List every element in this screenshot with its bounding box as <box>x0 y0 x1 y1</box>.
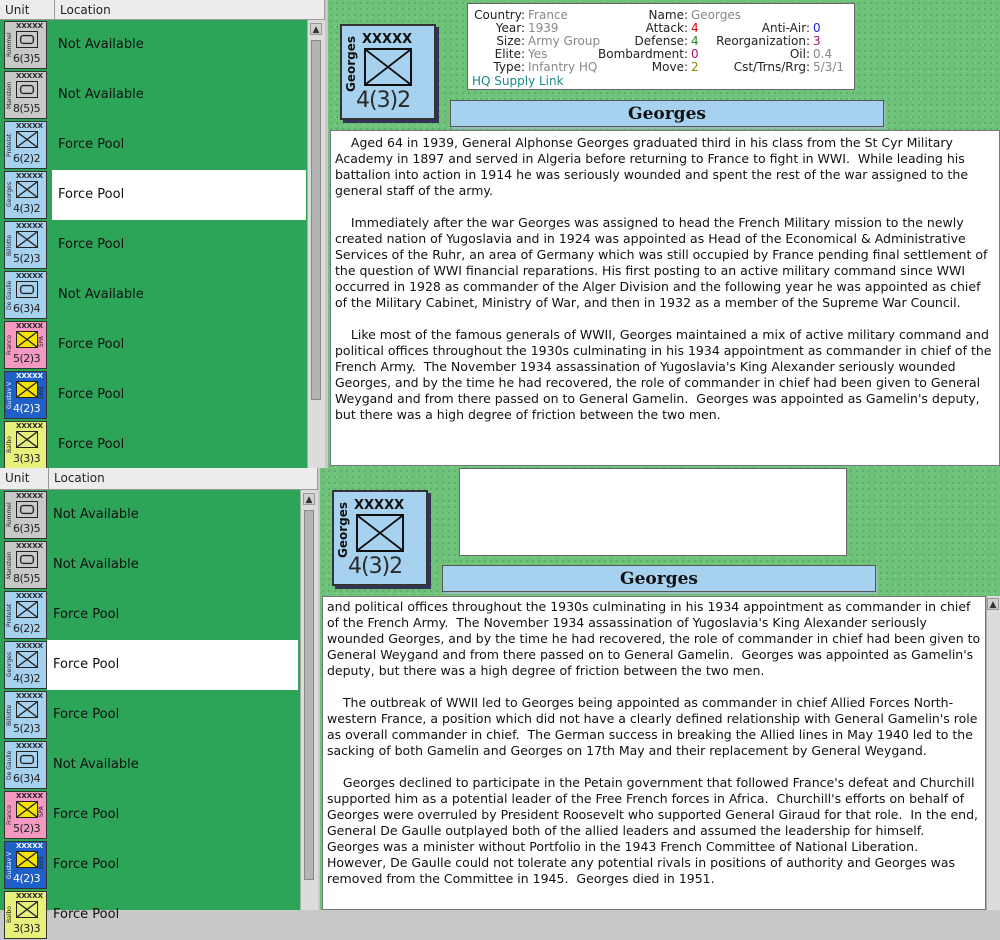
unit-counter-thumbnail <box>4 21 47 69</box>
counter-strength: 5(2)3 <box>13 822 41 835</box>
unit-list-row[interactable] <box>0 320 308 370</box>
scroll-up-arrow[interactable]: ▲ <box>303 493 315 505</box>
unit-list-row[interactable] <box>0 740 300 790</box>
unit-list-row[interactable] <box>0 590 300 640</box>
hq-empty-icon <box>16 501 38 518</box>
elite-value: Yes <box>528 47 548 61</box>
unit-counter-thumbnail <box>4 691 47 739</box>
size-value: Army Group <box>528 34 601 48</box>
unit-list-row[interactable] <box>0 70 308 120</box>
scroll-thumb[interactable] <box>311 40 321 400</box>
unit-counter-thumbnail <box>4 541 47 589</box>
counter-strength: 4(3)2 <box>13 672 41 685</box>
unit-location: Force Pool <box>53 807 120 822</box>
counter-name: Pretelat <box>6 133 13 157</box>
counter-name: Balbo <box>6 436 13 454</box>
unit-title: Georges <box>442 565 876 592</box>
counter-strength: 4(3)2 <box>13 202 41 215</box>
counter-size: XXXXX <box>16 842 43 850</box>
counter-size: XXXXX <box>16 172 43 180</box>
unit-counter <box>332 490 428 586</box>
location-column-header[interactable]: Location <box>49 468 318 489</box>
counter-size: XXXXX <box>16 72 43 80</box>
elite-label: Elite: <box>494 47 525 61</box>
unit-list-row[interactable] <box>0 540 300 590</box>
counter-size: XXXXX <box>16 372 43 380</box>
infantry-icon <box>16 231 38 248</box>
unit-location: Force Pool <box>53 607 120 622</box>
unit-counter-thumbnail <box>4 591 47 639</box>
infantry-icon <box>16 131 38 148</box>
bombardment-label: Bombardment: <box>598 47 688 61</box>
move-label: Move: <box>651 60 688 74</box>
unit-list-row[interactable] <box>0 840 300 890</box>
infantry-symbol-icon <box>356 514 404 552</box>
unit-counter-thumbnail <box>4 421 47 469</box>
counter-size: XXXXX <box>362 32 413 47</box>
counter-name: Pretelat <box>6 603 13 627</box>
unit-location: Not Available <box>58 87 144 102</box>
counter-size: XXXXX <box>16 792 43 800</box>
counter-name: Rommel <box>6 502 13 528</box>
cst-trns-rrg-label: Cst/Trns/Rrg: <box>733 60 810 74</box>
antiair-label: Anti-Air: <box>761 21 810 35</box>
counter-strength: 4(2)3 <box>13 872 41 885</box>
infantry-icon <box>16 431 38 448</box>
unit-list-body <box>0 490 300 935</box>
unit-location: Force Pool <box>58 137 125 152</box>
unit-info-box-empty <box>459 468 847 556</box>
counter-name: Franco <box>6 805 13 825</box>
counter-name: De Gaulle <box>6 280 13 310</box>
counter-size: XXXXX <box>16 422 43 430</box>
unit-counter-thumbnail <box>4 371 47 419</box>
biography-text-top[interactable] <box>330 130 1000 466</box>
counter-size: XXXXX <box>354 498 405 513</box>
counter-strength: 8(5)5 <box>13 572 41 585</box>
counter-strength: 6(2)2 <box>13 622 41 635</box>
counter-strength: 8(5)5 <box>13 102 41 115</box>
scroll-thumb[interactable] <box>304 510 314 880</box>
counter-size: XXXXX <box>16 642 43 650</box>
counter-name: Balbo <box>6 906 13 924</box>
oil-label: Oil: <box>789 47 810 61</box>
counter-nation-tag: SWE <box>38 856 45 870</box>
counter-size: XXXXX <box>16 542 43 550</box>
unit-location: Not Available <box>58 37 144 52</box>
oil-value: 0.4 <box>813 47 833 61</box>
unit-list-row[interactable] <box>0 120 308 170</box>
counter-nation-tag: SPA <box>38 806 45 818</box>
unit-location: Not Available <box>58 287 144 302</box>
unit-list-bottom <box>0 468 318 935</box>
counter-name: Manstein <box>6 81 13 109</box>
unit-list-top <box>0 0 325 468</box>
infantry-yellow-icon <box>16 801 38 818</box>
biography-scrollbar[interactable] <box>986 596 1000 910</box>
unit-location: Not Available <box>53 507 139 522</box>
counter-name: De Gaulle <box>6 750 13 780</box>
infantry-icon <box>16 181 38 198</box>
counter-strength: 5(2)3 <box>13 252 41 265</box>
counter-name: Billotte <box>6 704 13 726</box>
unit-title: Georges <box>450 100 884 127</box>
counter-size: XXXXX <box>16 742 43 750</box>
hq-empty-icon <box>16 751 38 768</box>
infantry-yellow-icon <box>16 381 38 398</box>
name-label: Name: <box>648 8 688 22</box>
counter-size: XXXXX <box>16 592 43 600</box>
counter-size: XXXXX <box>16 22 43 30</box>
unit-list-row[interactable] <box>0 20 308 70</box>
name-value: Georges <box>691 8 741 22</box>
bombardment-value: 0 <box>691 47 699 61</box>
unit-counter-thumbnail <box>4 791 47 839</box>
unit-detail-top <box>328 0 1000 468</box>
counter-name: Gustav V <box>6 851 13 879</box>
infantry-icon <box>16 701 38 718</box>
counter-name: Gustav V <box>6 381 13 409</box>
counter-size: XXXXX <box>16 892 43 900</box>
biography-text-bottom[interactable] <box>322 596 986 910</box>
unit-location: Force Pool <box>58 237 125 252</box>
counter-strength: 4(3)2 <box>348 554 403 579</box>
counter-name: Billotte <box>6 234 13 256</box>
hq-empty-icon <box>16 551 38 568</box>
location-column-header[interactable]: Location <box>55 0 325 19</box>
scroll-up-arrow[interactable]: ▲ <box>987 598 999 610</box>
attack-value: 4 <box>691 21 699 35</box>
counter-name: Franco <box>6 335 13 355</box>
unit-list-body <box>0 20 308 468</box>
counter-size: XXXXX <box>16 272 43 280</box>
unit-location: Force Pool <box>53 857 120 872</box>
counter-strength: 6(3)4 <box>13 302 41 315</box>
counter-strength: 6(3)5 <box>13 52 41 65</box>
counter-name: Georges <box>6 652 13 678</box>
infantry-yellow-icon <box>16 331 38 348</box>
counter-strength: 6(3)5 <box>13 522 41 535</box>
counter-strength: 5(2)3 <box>13 722 41 735</box>
counter-strength: 3(3)3 <box>13 452 41 465</box>
bio-paragraph: Like most of the famous generals of WWII, Georges maintained a mix of active military command and political offices throughout the 1930s culminating in his 1934 appointment as commander in chief of the French Army. The November 1934 assassination of Yugoslavia's King Alexander seriously wounded Georges, and by the time he had recovered, the role of commander in chief had been given to General Weygand and from there passed on to General Gamelin. Georges was appointed as Gamelin's deputy, but there was a high degree of friction between the two men. <box>335 327 996 422</box>
unit-list-scrollbar[interactable] <box>307 20 325 468</box>
unit-counter-thumbnail <box>4 891 47 939</box>
counter-name: Georges <box>6 182 13 208</box>
bio-paragraph: Immediately after the war Georges was assigned to head the French Military mission to the newly created nation of Yugoslavia and in 1924 was appointed as Head of the Economical & Administrative Services of the Ruhr, an area of Germany which was still occupied by France pending final settlement of the question of WWI financial reparations. His first posting to an active military command since WWI occurred in 1928 as commander of the Alger Division and the following year he was appointed as chief of the Military Cabinet, Ministry of War, and then in 1932 as a member of the Supreme War Council. <box>335 215 992 310</box>
unit-location: Force Pool <box>47 640 298 690</box>
infantry-icon <box>16 601 38 618</box>
attack-label: Attack: <box>645 21 688 35</box>
unit-list-row[interactable] <box>0 690 300 740</box>
bio-paragraph: The outbreak of WWII led to Georges being appointed as commander in chief Allied Forces North-western France, a position which did not have a clearly defined relationship with General Gamelin's role as overall commander in chief. The German success in breaking the Allied lines in May 1940 led to the sacking of both Gamelin and Georges on 17th May and their replacement by General Weygand. <box>327 695 982 758</box>
counter-strength: 4(2)3 <box>13 402 41 415</box>
counter-name: Georges <box>344 35 358 93</box>
counter-size: XXXXX <box>16 122 43 130</box>
unit-counter-thumbnail <box>4 171 47 219</box>
bio-paragraph: Georges declined to participate in the Petain government that followed France's defeat and Churchill supported him as a potential leader of the Free French forces in Africa. Churchill's efforts on behalf of Georges were overruled by President Roosevelt who supported General Giraud for that role. In the end, General De Gaulle outplayed both of the allied leaders and assumed the leadership for himself. Georges was a minister without Portfolio in the 1943 French Committee of National Liberation. However, De Gaulle could not tolerate any potential rivals in positions of authority and Georges was removed from the Committee in 1945. Georges died in 1951. <box>327 775 982 886</box>
unit-list-row[interactable] <box>0 370 308 420</box>
counter-strength: 6(3)4 <box>13 772 41 785</box>
counter-strength: 6(2)2 <box>13 152 41 165</box>
unit-column-header[interactable]: Unit <box>0 468 49 489</box>
hq-empty-icon <box>16 281 38 298</box>
counter-name: Georges <box>336 501 350 559</box>
bio-paragraph: Aged 64 in 1939, General Alphonse Georges graduated third in his class from the St Cyr Military Academy in 1897 and served in Algeria before returning to France to fight in WWI. While leading his battalion into action in 1914 he was seriously wounded and spent the rest of the war assigned to the general staff of the army. <box>335 135 973 198</box>
country-label: Country: <box>474 8 525 22</box>
unit-location: Force Pool <box>53 707 120 722</box>
counter-name: Manstein <box>6 551 13 579</box>
year-value: 1939 <box>528 21 559 35</box>
infantry-icon <box>16 651 38 668</box>
counter-strength: 3(3)3 <box>13 922 41 935</box>
move-value: 2 <box>691 60 699 74</box>
hq-empty-icon <box>16 31 38 48</box>
counter-nation-tag: SPA <box>38 336 45 348</box>
counter-strength: 5(2)3 <box>13 352 41 365</box>
counter-strength: 4(3)2 <box>356 88 411 113</box>
unit-location: Force Pool <box>58 437 125 452</box>
size-label: Size: <box>496 34 525 48</box>
infantry-icon <box>16 901 38 918</box>
unit-counter <box>340 24 436 120</box>
bio-paragraph: and political offices throughout the 1930s culminating in his 1934 appointment as commander in chief of the French Army. The November 1934 assassination of Yugoslavia's King Alexander seriously wounded Georges, and by the time he had recovered, the role of commander in chief had been given to General Weygand and from there passed on to General Gamelin. Georges was appointed as Gamelin's deputy, but there was a high degree of friction between the two men. <box>327 599 985 678</box>
unit-counter-thumbnail <box>4 221 47 269</box>
year-label: Year: <box>495 21 525 35</box>
reorganization-label: Reorganization: <box>716 34 810 48</box>
counter-size: XXXXX <box>16 322 43 330</box>
unit-list-scrollbar[interactable] <box>300 490 318 910</box>
unit-counter-thumbnail <box>4 71 47 119</box>
unit-column-header[interactable]: Unit <box>0 0 55 19</box>
infantry-yellow-icon <box>16 851 38 868</box>
unit-list-row[interactable] <box>0 420 308 470</box>
counter-size: XXXXX <box>16 222 43 230</box>
country-value: France <box>528 8 568 22</box>
unit-counter-thumbnail <box>4 321 47 369</box>
unit-location: Force Pool <box>53 907 120 922</box>
unit-list-row[interactable] <box>0 270 308 320</box>
unit-list-row[interactable] <box>0 490 300 540</box>
antiair-value: 0 <box>813 21 821 35</box>
unit-counter-thumbnail <box>4 741 47 789</box>
unit-detail-bottom <box>320 468 1000 910</box>
unit-location: Force Pool <box>52 170 306 220</box>
unit-list-row[interactable] <box>0 220 308 270</box>
unit-counter-thumbnail <box>4 491 47 539</box>
unit-location: Force Pool <box>58 387 125 402</box>
counter-name: Rommel <box>6 32 13 58</box>
unit-counter-thumbnail <box>4 271 47 319</box>
list-header <box>0 468 318 490</box>
hq-empty-icon <box>16 81 38 98</box>
list-header <box>0 0 325 20</box>
cst-trns-rrg-value: 5/3/1 <box>813 60 844 74</box>
unit-counter-thumbnail <box>4 121 47 169</box>
counter-size: XXXXX <box>16 692 43 700</box>
unit-location: Force Pool <box>58 337 125 352</box>
infantry-symbol-icon <box>364 48 412 86</box>
counter-nation-tag: SWE <box>38 386 45 400</box>
unit-list-row[interactable] <box>0 790 300 840</box>
reorganization-value: 3 <box>813 34 821 48</box>
hq-supply-link[interactable]: HQ Supply Link <box>472 74 564 88</box>
unit-info-box <box>467 3 855 90</box>
scroll-up-arrow[interactable]: ▲ <box>310 23 322 35</box>
unit-list-row[interactable] <box>0 170 308 220</box>
unit-list-row[interactable] <box>0 640 300 690</box>
unit-list-row[interactable] <box>0 890 300 940</box>
unit-counter-thumbnail <box>4 641 47 689</box>
defense-label: Defense: <box>634 34 688 48</box>
defense-value: 4 <box>691 34 699 48</box>
unit-counter-thumbnail <box>4 841 47 889</box>
unit-location: Not Available <box>53 757 139 772</box>
type-label: Type: <box>493 60 525 74</box>
counter-size: XXXXX <box>16 492 43 500</box>
type-value: Infantry HQ <box>528 60 598 74</box>
unit-location: Not Available <box>53 557 139 572</box>
